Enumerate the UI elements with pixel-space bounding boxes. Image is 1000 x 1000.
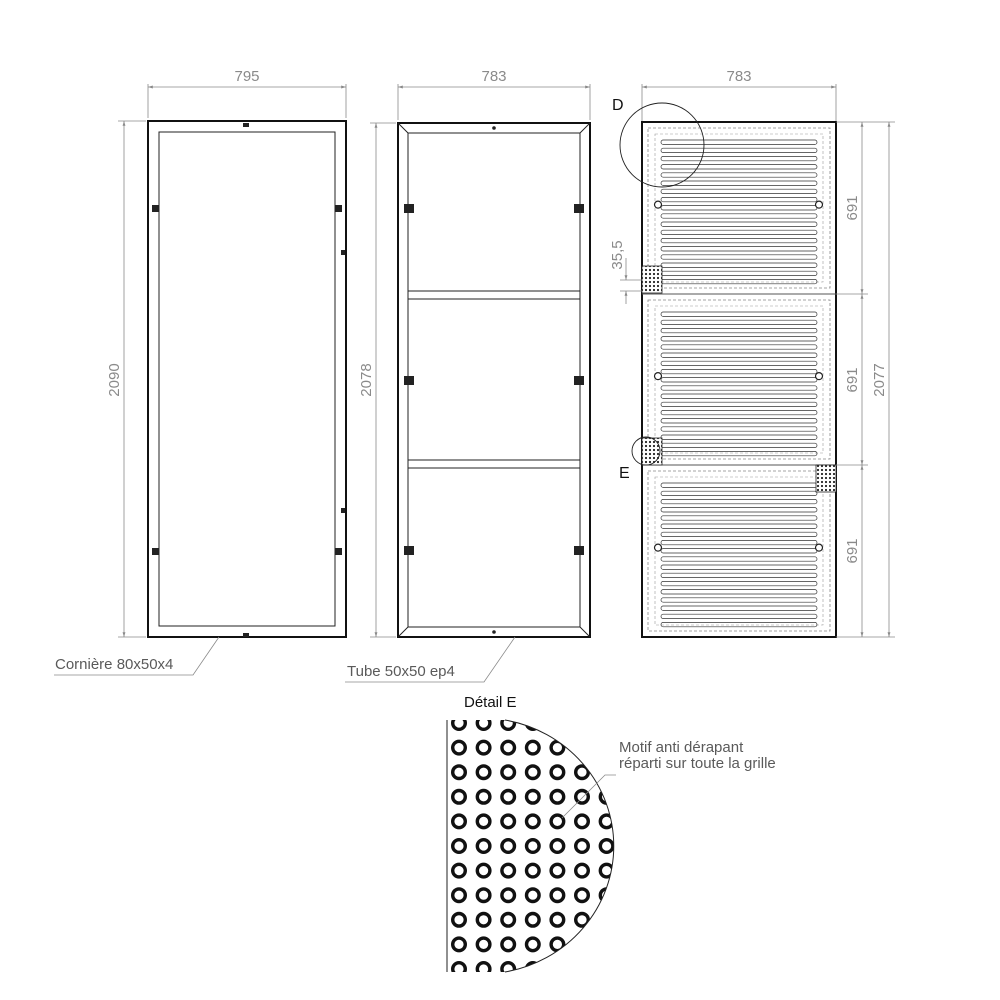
detail-title: Détail E	[464, 694, 517, 711]
anti-slip-dot	[600, 791, 613, 804]
anti-slip-dot	[502, 889, 515, 902]
anti-slip-dot	[502, 815, 515, 828]
anti-slip-dot	[625, 791, 638, 804]
anti-slip-dot	[600, 717, 613, 730]
anti-slip-dot	[576, 791, 589, 804]
frame-callout: Cornière 80x50x4	[55, 656, 174, 673]
anti-slip-dot	[650, 938, 663, 951]
anti-slip-dot	[551, 741, 564, 754]
anti-slip-dot	[527, 741, 540, 754]
anti-slip-dot	[527, 864, 540, 877]
anti-slip-dot	[576, 864, 589, 877]
anti-slip-dot	[477, 791, 490, 804]
anti-slip-dot	[453, 741, 466, 754]
grating-slot	[661, 598, 817, 602]
anti-slip-dot	[527, 766, 540, 779]
grating-slot	[661, 214, 817, 218]
grating-slot	[661, 271, 817, 275]
grating-slot	[661, 565, 817, 569]
grating-slot	[661, 491, 817, 495]
bolt-hole	[816, 373, 823, 380]
frame-view	[54, 68, 346, 675]
anti-slip-dot	[576, 963, 589, 976]
anti-slip-dot	[625, 840, 638, 853]
anti-slip-dot	[477, 741, 490, 754]
anti-slip-dot	[527, 840, 540, 853]
grating-slot	[661, 140, 817, 144]
hatch-block-2	[642, 438, 662, 465]
anti-slip-dot	[477, 766, 490, 779]
anti-slip-dot	[576, 717, 589, 730]
panel-height-label-1: 691	[844, 195, 861, 221]
grating-slot	[661, 427, 817, 431]
anti-slip-dot	[650, 717, 663, 730]
anti-slip-dot	[527, 889, 540, 902]
grating-slot	[661, 312, 817, 316]
anti-slip-dot	[600, 938, 613, 951]
tube-corner-lines	[398, 123, 590, 637]
anti-slip-dot	[600, 963, 613, 976]
anti-slip-dot	[650, 840, 663, 853]
frame-width-label: 795	[234, 68, 260, 85]
anti-slip-dot	[650, 815, 663, 828]
grating-slot	[661, 614, 817, 618]
hatch-block-3	[816, 465, 836, 492]
anti-slip-dot	[650, 791, 663, 804]
bolt-hole	[816, 201, 823, 208]
grating-slot	[661, 255, 817, 259]
grating-slot	[661, 238, 817, 242]
grating-slot	[661, 451, 817, 455]
anti-slip-dot	[477, 717, 490, 730]
total-height-label: 2077	[871, 363, 888, 397]
grating-slot	[661, 197, 817, 201]
tube-brackets	[404, 126, 584, 634]
angle-frame-outer	[148, 121, 346, 637]
anti-slip-dot	[477, 963, 490, 976]
grating-slot	[661, 386, 817, 390]
bolt-hole	[655, 544, 662, 551]
grating-slot	[661, 156, 817, 160]
grating-slot	[661, 328, 817, 332]
frame-height-label: 2090	[106, 363, 123, 397]
anti-slip-dot	[576, 938, 589, 951]
detail-d-marker: D	[612, 97, 624, 114]
grating-slot	[661, 279, 817, 283]
tube-frame-inner	[408, 133, 580, 627]
grating-slot	[661, 394, 817, 398]
tube-crossbar-1	[408, 291, 580, 299]
grating-slot	[661, 369, 817, 373]
grating-slot	[661, 557, 817, 561]
anti-slip-dot	[477, 864, 490, 877]
anti-slip-dot	[502, 791, 515, 804]
anti-slip-dot	[576, 815, 589, 828]
grating-slot	[661, 443, 817, 447]
anti-slip-dot	[477, 889, 490, 902]
detail-e-marker: E	[619, 465, 630, 482]
detail-note-1: Motif anti dérapant	[619, 739, 744, 756]
tube-crossbar-2	[408, 460, 580, 468]
anti-slip-dot	[650, 963, 663, 976]
anti-slip-dot	[600, 914, 613, 927]
anti-slip-dot	[625, 963, 638, 976]
anti-slip-dot	[600, 889, 613, 902]
anti-slip-dot	[453, 889, 466, 902]
tube-callout: Tube 50x50 ep4	[347, 663, 455, 680]
detail-e	[447, 694, 776, 975]
grating-slot	[661, 247, 817, 251]
grating-slot	[661, 337, 817, 341]
anti-slip-dot	[625, 717, 638, 730]
anti-slip-dot	[625, 864, 638, 877]
grating-slot	[661, 606, 817, 610]
grating-slot	[661, 173, 817, 177]
grating-slot	[661, 345, 817, 349]
anti-slip-dot	[625, 815, 638, 828]
anti-slip-dot	[477, 815, 490, 828]
grating-slot	[661, 181, 817, 185]
grating-slot	[661, 540, 817, 544]
anti-slip-dot	[502, 963, 515, 976]
grating-slot	[661, 361, 817, 365]
grating-slot	[661, 230, 817, 234]
anti-slip-dot	[453, 791, 466, 804]
grating-slot	[661, 532, 817, 536]
anti-slip-dot	[477, 938, 490, 951]
grating-panels	[642, 128, 836, 631]
anti-slip-dot	[551, 815, 564, 828]
grating-slot	[661, 499, 817, 503]
grating-slot	[661, 581, 817, 585]
grating-slot	[661, 410, 817, 414]
anti-slip-dot	[551, 717, 564, 730]
grating-slot	[661, 378, 817, 382]
grating-panel-3	[648, 471, 830, 631]
grating-outer	[642, 122, 836, 637]
anti-slip-dot	[477, 840, 490, 853]
anti-slip-dot	[551, 864, 564, 877]
anti-slip-dot	[502, 741, 515, 754]
anti-slip-dot	[650, 889, 663, 902]
grating-width-label: 783	[726, 68, 752, 85]
gap-label: 35,5	[609, 240, 626, 270]
anti-slip-dot	[625, 889, 638, 902]
anti-slip-dot	[453, 717, 466, 730]
anti-slip-dot	[551, 963, 564, 976]
anti-slip-dot	[551, 914, 564, 927]
anti-slip-dot	[551, 766, 564, 779]
grating-slot	[661, 148, 817, 152]
grating-slot	[661, 435, 817, 439]
grating-slot	[661, 524, 817, 528]
anti-slip-dot	[600, 766, 613, 779]
anti-slip-dot	[453, 914, 466, 927]
anti-slip-dot	[625, 914, 638, 927]
bolt-hole	[655, 201, 662, 208]
detail-note-2: réparti sur toute la grille	[619, 755, 776, 772]
anti-slip-dot	[527, 938, 540, 951]
anti-slip-dot	[453, 864, 466, 877]
anti-slip-dot	[650, 864, 663, 877]
detail-d-circle	[620, 103, 704, 187]
anti-slip-dot	[502, 914, 515, 927]
anti-slip-dot	[502, 864, 515, 877]
grating-slot	[661, 206, 817, 210]
anti-slip-dot	[576, 840, 589, 853]
tube-height-label: 2078	[358, 363, 375, 397]
grating-slot	[661, 419, 817, 423]
panel-height-label-3: 691	[844, 538, 861, 564]
anti-slip-dot	[527, 815, 540, 828]
frame-tabs	[152, 123, 345, 637]
tube-width-label: 783	[481, 68, 507, 85]
grating-slot	[661, 263, 817, 267]
anti-slip-dot	[453, 815, 466, 828]
anti-slip-dot	[453, 766, 466, 779]
grating-slot	[661, 573, 817, 577]
anti-slip-dot	[453, 938, 466, 951]
grating-slot	[661, 189, 817, 193]
panel-height-label-2: 691	[844, 367, 861, 393]
anti-slip-dot	[650, 914, 663, 927]
anti-slip-dot	[625, 938, 638, 951]
anti-slip-dot	[551, 889, 564, 902]
anti-slip-dot	[527, 791, 540, 804]
anti-slip-dot	[576, 889, 589, 902]
anti-slip-dot	[551, 791, 564, 804]
hatch-block-1	[642, 266, 662, 293]
grating-slot	[661, 622, 817, 626]
grating-slot	[661, 516, 817, 520]
grating-slot	[661, 222, 817, 226]
grating-slot	[661, 508, 817, 512]
anti-slip-dot	[477, 914, 490, 927]
bolt-hole	[655, 373, 662, 380]
angle-frame-inner	[159, 132, 335, 626]
anti-slip-dot	[502, 840, 515, 853]
anti-slip-dot	[502, 717, 515, 730]
grating-slot	[661, 353, 817, 357]
grating-slot	[661, 402, 817, 406]
bolt-hole	[816, 544, 823, 551]
anti-slip-dot	[600, 741, 613, 754]
anti-slip-dot	[453, 963, 466, 976]
grating-panel-1	[648, 128, 830, 288]
grating-slot	[661, 590, 817, 594]
grating-slot	[661, 549, 817, 553]
anti-slip-dot	[453, 840, 466, 853]
anti-slip-dot	[502, 938, 515, 951]
grating-view	[609, 68, 895, 637]
tube-frame-outer	[398, 123, 590, 637]
anti-slip-dot	[600, 840, 613, 853]
grating-slot	[661, 165, 817, 169]
anti-slip-dot	[527, 914, 540, 927]
anti-slip-dot	[502, 766, 515, 779]
anti-slip-dot	[551, 938, 564, 951]
grating-slot	[661, 320, 817, 324]
grating-slot	[661, 483, 817, 487]
anti-slip-dot	[576, 741, 589, 754]
tube-view	[345, 68, 590, 682]
anti-slip-dot	[551, 840, 564, 853]
